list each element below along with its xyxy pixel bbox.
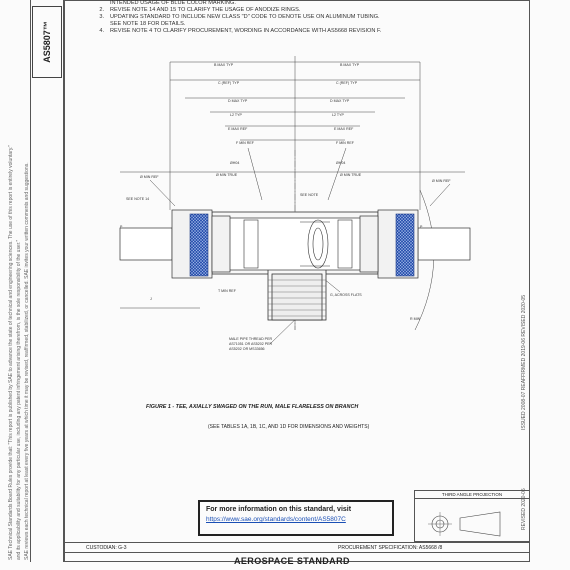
dim-label: Ø MIN REF <box>432 179 451 183</box>
dim-label: SEE NOTE 14 <box>126 197 150 201</box>
more-info-title: For more information on this standard, visit <box>206 506 352 513</box>
dim-label: P <box>120 225 123 229</box>
branch-note: MALE PIPE THREAD PER <box>229 337 273 341</box>
copyright-notice-2: and its applicability and suitability for any particular use, including any patent infringement arising therefrom, is the sole responsibility of the user." <box>16 239 22 560</box>
dim-label: Ø MIN REF <box>140 175 159 179</box>
branch-note: AS71051 OR AS5202 PER <box>229 342 273 346</box>
figure-caption: FIGURE 1 - TEE, AXIALLY SWAGED ON THE RUN, MALE FLARELESS ON BRANCH <box>146 404 359 410</box>
standard-link[interactable]: https://www.sae.org/standards/content/AS5807C <box>206 516 346 523</box>
dim-label: Ø MIN TRUE <box>216 173 238 177</box>
dim-label: ØH04 <box>336 161 346 165</box>
note-text: REVISE NOTE 14 AND 15 TO CLARIFY THE USAGE OF ANODIZE RINGS. <box>110 7 301 13</box>
custodian: CUSTODIAN: G-3 <box>86 545 127 551</box>
left-blue-band <box>190 214 208 276</box>
figure-subcaption: (SEE TABLES 1A, 1B, 1C, AND 1D FOR DIMENSIONS AND WEIGHTS) <box>208 424 370 430</box>
note-text: UPDATING STANDARD TO INCLUDE NEW CLASS "D" CODE TO DENOTE USE ON ALUMINUM TUBING. <box>110 14 380 20</box>
dim-label: E MAX REF <box>228 127 248 131</box>
dim-label: SEE NOTE <box>300 193 319 197</box>
copyright-notice-3: SAE reviews each technical report at least every five years at which time it may be revised, reaffirmed, stabilized, or cancelled. SAE invites your written comments and suggestions. <box>24 162 30 560</box>
right-blue-band <box>396 214 414 276</box>
note-text: REVISE NOTE 4 TO CLARIFY PROCUREMENT, WORDING IN ACCORDANCE WITH AS5668 REVISION F. <box>110 28 382 34</box>
dim-label: L2 TYP <box>332 113 344 117</box>
dim-label: C (REF) TYP <box>218 81 240 85</box>
revision-date-stamp: ISSUED 2008-07 REAFFIRMED 2019-06 REVISED 2020-05 <box>521 294 527 430</box>
procurement-spec: PROCUREMENT SPECIFICATION: AS5668 /8 <box>338 545 443 551</box>
dim-label: F MIN REF <box>336 141 354 145</box>
note-number: 2. <box>99 7 104 13</box>
dim-label: B MAX TYP <box>340 63 360 67</box>
note-text: SEE NOTE 18 FOR DETAILS. <box>110 21 186 27</box>
copyright-notice-1: SAE Technical Standards Board Rules provide that: "This report is published by SAE to advance the state of technical and engineering sciences. The use of this report is entirely voluntary." <box>8 144 14 560</box>
dim-label: D MAX TYP <box>228 99 248 103</box>
dim-label: D MAX TYP <box>330 99 350 103</box>
dim-label: P <box>420 225 423 229</box>
title-block-info-row <box>64 542 530 552</box>
more-info-box <box>198 500 394 536</box>
dim-label: R MIN <box>410 317 421 321</box>
dim-label: L2 TYP <box>230 113 242 117</box>
dim-label: B MAX TYP <box>214 63 234 67</box>
dim-label: C (REF) TYP <box>336 81 358 85</box>
dim-label: E MAX REF <box>334 127 354 131</box>
title-block <box>64 552 530 570</box>
note-number: 4. <box>99 28 104 34</box>
dim-label: ØH04 <box>230 161 240 165</box>
projection-title: THIRD ANGLE PROJECTION <box>414 490 530 499</box>
document-number: AS5807™ <box>42 21 52 63</box>
standard-title: AEROSPACE STANDARD <box>234 556 350 566</box>
dim-label: J <box>150 297 152 301</box>
branch-note: AS5202 OR MS33656 <box>229 347 265 351</box>
revision-issued-stamp: REVISED 2020-05 <box>521 488 527 530</box>
dim-label: G, ACROSS FLATS <box>330 293 362 297</box>
dim-label: T MIN REF <box>218 289 236 293</box>
dim-label: F MIN REF <box>236 141 254 145</box>
dim-label: Ø MIN TRUE <box>340 173 362 177</box>
note-number: 3. <box>99 14 104 20</box>
note-text: INTENDED USAGE OF BLUE COLOR MARKING. <box>110 0 236 6</box>
